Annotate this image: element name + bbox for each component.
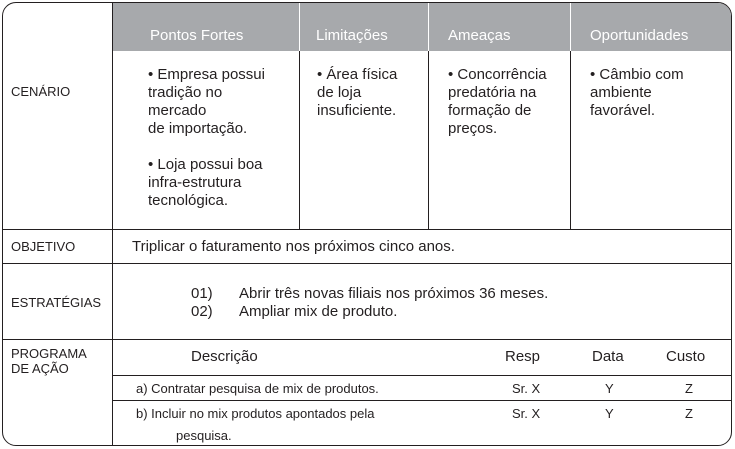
program-item-custo: Z — [685, 406, 693, 421]
row-label-cenario: CENÁRIO — [11, 84, 71, 99]
text-line: de importação. — [148, 120, 248, 137]
text-line: infra-estrutura — [148, 174, 242, 191]
column-header-ameacas: Ameaças — [448, 27, 511, 44]
text-line: tradição no — [148, 84, 223, 101]
program-item-custo: Z — [685, 381, 693, 396]
bullet-item — [148, 156, 296, 210]
label-column-divider — [112, 3, 113, 446]
program-header-custo: Custo — [666, 348, 706, 365]
column-divider — [428, 51, 429, 229]
text-line: tecnológica. — [148, 192, 229, 209]
text-line: de loja — [317, 84, 362, 101]
row-divider — [112, 400, 732, 401]
program-item-data: Y — [605, 381, 614, 396]
strategy-number: 01) — [191, 285, 213, 302]
program-item-description-cont: pesquisa. — [176, 428, 232, 443]
column-header-limitacoes: Limitações — [316, 27, 388, 44]
strategy-text: Abrir três novas filiais nos próximos 36 meses. — [239, 285, 549, 302]
strategy-text: Ampliar mix de produto. — [239, 303, 398, 320]
row-divider — [3, 229, 732, 230]
action-plan-table — [2, 2, 732, 446]
program-item-description: a) Contratar pesquisa de mix de produtos. — [136, 381, 379, 396]
cell-limitacoes — [317, 66, 425, 120]
text-line: • Concorrência — [448, 66, 547, 83]
program-header-descricao: Descrição — [191, 348, 258, 365]
row-label-objetivo: OBJETIVO — [11, 239, 76, 254]
text-line: • Empresa possui — [148, 66, 265, 83]
program-header-data: Data — [592, 348, 624, 365]
column-header-pontos-fortes: Pontos Fortes — [150, 27, 244, 44]
objective-text: Triplicar o faturamento nos próximos cinco anos. — [132, 238, 455, 255]
text-line: favorável. — [590, 102, 656, 119]
strategy-number: 02) — [191, 303, 213, 320]
text-line: predatória na — [448, 84, 537, 101]
text-line: • Câmbio com — [590, 66, 684, 83]
cell-oportunidades — [590, 66, 730, 120]
row-label-programa: PROGRAMA — [11, 346, 87, 361]
cell-ameacas — [448, 66, 568, 138]
program-header-resp: Resp — [505, 348, 541, 365]
bullet-item — [148, 66, 296, 138]
text-line: • Loja possui boa — [148, 156, 263, 173]
header-separator — [570, 3, 571, 51]
row-divider — [112, 375, 732, 376]
program-item-description: b) Incluir no mix produtos apontados pela — [136, 406, 375, 421]
row-label-estrategias: ESTRATÉGIAS — [11, 295, 102, 310]
row-divider — [3, 339, 732, 340]
program-item-resp: Sr. X — [512, 406, 541, 421]
column-divider — [570, 51, 571, 229]
text-line: insuficiente. — [317, 102, 397, 119]
text-line: formação de — [448, 102, 532, 119]
text-line: preços. — [448, 120, 498, 137]
row-label-programa-cont: DE AÇÃO — [11, 361, 69, 376]
text-line: ambiente — [590, 84, 652, 101]
text-line: mercado — [148, 102, 207, 119]
program-item-resp: Sr. X — [512, 381, 541, 396]
column-header-oportunidades: Oportunidades — [590, 27, 689, 44]
header-separator — [299, 3, 300, 51]
program-item-data: Y — [605, 406, 614, 421]
cell-pontos-fortes — [148, 66, 296, 210]
text-line: • Área física — [317, 66, 398, 83]
column-divider — [299, 51, 300, 229]
row-divider — [3, 263, 732, 264]
header-separator — [428, 3, 429, 51]
